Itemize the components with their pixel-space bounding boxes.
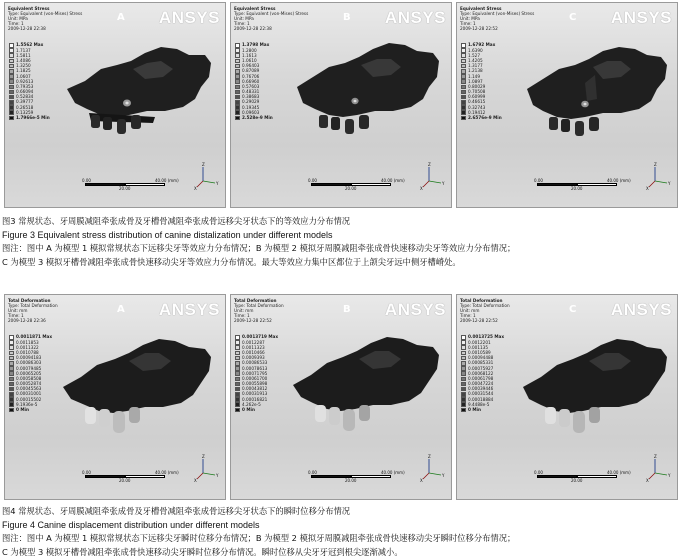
result-unit: Unit: MPa xyxy=(234,16,254,22)
legend-value: 0.70508 xyxy=(468,89,486,95)
legend-value: 0.00055898 xyxy=(242,381,268,387)
result-title: Total Deformation xyxy=(460,298,503,303)
legend-value: 1.4205 xyxy=(468,57,483,63)
legend-value: 0.00039446 xyxy=(468,386,494,392)
legend-value: 1.1825 xyxy=(16,68,31,74)
legend-value: 0 Min xyxy=(16,407,29,413)
legend-value: 0.09603 xyxy=(242,109,260,115)
legend-value: 0.00052874 xyxy=(16,381,42,387)
legend-value: 0.00061798 xyxy=(468,375,494,381)
legend-value: 0.00094183 xyxy=(16,355,42,361)
result-time: Time: 1 xyxy=(8,21,24,27)
caption-note-line-2: C 为模型 3 模拟牙槽骨减阻牵张成骨快速移动尖牙等效应力分布情况。最大等效应力集中区都位于上颌尖牙远中侧牙槽嵴处。 xyxy=(2,256,461,267)
ansys-logo: ANSYS xyxy=(384,300,446,319)
legend-value: 1.5562 Max xyxy=(16,42,44,48)
legend-value: 1.7137 xyxy=(16,47,31,53)
scale-bar-white xyxy=(577,183,617,186)
legend-value: 1.4086 xyxy=(16,57,31,63)
legend-value: 0.0011322 xyxy=(16,344,39,350)
result-date: 2009-12-28 22:52 xyxy=(234,318,272,324)
caption-title-en: Figure 3 Equivalent stress distribution of canine distalization under different models xyxy=(2,229,333,240)
legend-value: 0.60999 xyxy=(468,94,486,100)
axis-label-y: Y xyxy=(442,473,445,478)
legend-value: 0.66960 xyxy=(242,78,260,84)
legend-value: 9.4488e-5 xyxy=(468,401,490,407)
result-date: 2009-12-28 22:38 xyxy=(8,26,46,32)
figure-3-caption xyxy=(2,215,678,269)
legend-value: 1.6390 xyxy=(468,47,483,53)
axis-label-z: Z xyxy=(654,454,657,459)
legend-value: 0.79353 xyxy=(16,83,34,89)
legend-value: 0.0012287 xyxy=(242,339,265,345)
scale-left-label: 0.00 xyxy=(308,178,317,183)
legend-value: 0.80029 xyxy=(468,83,486,89)
legend-value: 0.19412 xyxy=(468,109,486,115)
figure-3-images xyxy=(4,2,678,210)
result-title: Equivalent Stress xyxy=(234,6,276,11)
scale-bar-white xyxy=(125,183,165,186)
result-type: Type: Total Deformation xyxy=(460,303,510,309)
caption-title-en: Figure 4 Canine displacement distribution under different models xyxy=(2,519,260,530)
scale-right-label: 40.00 (mm) xyxy=(155,470,179,475)
result-date: 2009-12-28 22:36 xyxy=(8,318,46,324)
scale-right-label: 40.00 (mm) xyxy=(155,178,179,183)
result-title: Equivalent Stress xyxy=(460,6,502,11)
scale-mid-label: 20.00 xyxy=(345,186,357,191)
legend-value: 1.0610 xyxy=(242,57,257,63)
legend-value: 0.001135 xyxy=(468,344,488,350)
coordinate-triad-icon xyxy=(419,161,449,191)
result-unit: Unit: mm xyxy=(460,308,480,314)
legend-value: 0.00086533 xyxy=(242,360,268,366)
scale-mid-label: 20.00 xyxy=(119,186,131,191)
legend-value: 0.13259 xyxy=(16,109,34,115)
result-date: 2009-12-28 22:52 xyxy=(460,26,498,32)
result-unit: Unit: mm xyxy=(8,308,28,314)
scale-left-label: 0.00 xyxy=(534,178,543,183)
result-time: Time: 1 xyxy=(8,313,24,319)
legend-value: 2.528e-9 Min xyxy=(242,115,273,121)
figure-4-panel-c xyxy=(456,294,678,500)
legend-value: 0.92613 xyxy=(16,78,34,84)
result-type: Type: Equivalent (von-Mises) Stress xyxy=(8,11,83,17)
legend-value: 1.527 xyxy=(468,52,480,58)
axis-label-x: X xyxy=(646,478,649,483)
legend-value: 0.52834 xyxy=(16,94,34,100)
legend-value: 0.48331 xyxy=(242,89,260,95)
caption-title-zh: 图4 常规状态、牙周膜减阻牵张成骨及牙槽骨减阻牵张成骨远移尖牙状态下的瞬时位移分布情况 xyxy=(2,506,351,516)
legend-value: 0.39777 xyxy=(16,99,34,105)
legend-value: 0.00031913 xyxy=(242,391,268,397)
caption-title-zh: 图3 常规状态、牙周膜减阻牵张成骨及牙槽骨减阻牵张成骨远移尖牙状态下的等效应力分布情况 xyxy=(2,216,351,226)
legend-value: 0.00094488 xyxy=(468,355,494,361)
result-date: 2009-12-28 22:38 xyxy=(234,26,272,32)
legend-value: 0.00086303 xyxy=(16,360,42,366)
figure-3-panel-b xyxy=(230,2,452,208)
legend-value: 1.5811 xyxy=(16,52,31,58)
legend-value: 0.66094 xyxy=(16,89,34,95)
panel-letter: A xyxy=(117,304,125,315)
axis-label-z: Z xyxy=(428,454,431,459)
caption-note-line-1: 图注：图中 A 为模型 1 模拟常规状态下远移尖牙等效应力分布情况；B 为模型 2 模拟牙周膜减阻牵张成骨快速移动尖牙等效应力分布情况； xyxy=(2,243,516,254)
legend-value: 9.1936e-5 xyxy=(16,401,38,407)
legend-value: 0.0010589 xyxy=(468,349,491,355)
legend-value: 0.76706 xyxy=(242,73,260,79)
scale-mid-label: 20.00 xyxy=(345,478,357,483)
legend-value: 0.00079485 xyxy=(16,365,42,371)
result-type: Type: Total Deformation xyxy=(234,303,284,309)
result-title: Equivalent Stress xyxy=(8,6,50,11)
legend-value: 0.0010788 xyxy=(16,349,39,355)
legend-value: 0.00015502 xyxy=(16,396,42,402)
ansys-logo: ANSYS xyxy=(384,8,446,27)
legend-value: 1.7966e-5 Min xyxy=(16,115,50,121)
axis-label-y: Y xyxy=(442,181,445,186)
ansys-logo: ANSYS xyxy=(610,8,672,27)
legend-value: 0.0010466 xyxy=(242,349,265,355)
panel-letter: B xyxy=(343,12,351,23)
legend-value: 0.0013725 Max xyxy=(468,334,505,340)
legend-value: 0 Min xyxy=(242,407,255,413)
scale-right-label: 40.00 (mm) xyxy=(381,470,405,475)
axis-label-x: X xyxy=(420,478,423,483)
legend-value: 0 Min xyxy=(468,407,481,413)
scale-mid-label: 20.00 xyxy=(119,478,131,483)
axis-label-z: Z xyxy=(202,454,205,459)
legend-value: 0.0012201 xyxy=(468,339,491,345)
legend-value: 0.0011853 xyxy=(16,339,39,345)
panel-letter: A xyxy=(117,12,125,23)
axis-label-z: Z xyxy=(654,162,657,167)
coordinate-triad-icon xyxy=(193,453,223,483)
result-date: 2009-12-28 22:52 xyxy=(460,318,498,324)
result-time: Time: 1 xyxy=(234,313,250,319)
legend-value: 0.00058508 xyxy=(16,375,42,381)
legend-value: 1.0607 xyxy=(16,73,31,79)
legend-value: 2.6576e-9 Min xyxy=(468,115,502,121)
axis-label-x: X xyxy=(194,186,197,191)
legend-value: 0.00085331 xyxy=(468,360,494,366)
legend-value: 0.0011323 xyxy=(242,344,265,350)
panel-letter: C xyxy=(569,304,577,315)
legend-value: 0.26518 xyxy=(16,104,34,110)
coordinate-triad-icon xyxy=(645,453,675,483)
legend-value: 0.0013719 Max xyxy=(242,334,279,340)
axis-label-x: X xyxy=(646,186,649,191)
scale-bar-white xyxy=(577,475,617,478)
legend-value: 0.19345 xyxy=(242,104,260,110)
legend-value: 1.0897 xyxy=(468,78,483,84)
figure-3-panel-a xyxy=(4,2,226,208)
scale-right-label: 40.00 (mm) xyxy=(607,178,631,183)
scale-left-label: 0.00 xyxy=(82,470,91,475)
ansys-logo: ANSYS xyxy=(158,300,220,319)
legend-value: 0.00075927 xyxy=(468,365,494,371)
legend-value: 0.00065205 xyxy=(16,370,42,376)
legend-value: 1.3250 xyxy=(16,63,31,69)
scale-bar-white xyxy=(125,475,165,478)
legend-value: 0.00043812 xyxy=(242,386,268,392)
result-type: Type: Equivalent (von-Mises) Stress xyxy=(460,11,535,17)
legend-value: 0.87089 xyxy=(242,68,260,74)
scale-left-label: 0.00 xyxy=(82,178,91,183)
result-type: Type: Total Deformation xyxy=(8,303,58,309)
axis-label-x: X xyxy=(194,478,197,483)
caption-note-line-2: C 为模型 3 模拟牙槽骨减阻牵张成骨快速移动尖牙瞬时位移分布情况。瞬时位移从尖牙牙冠到根尖逐渐减小。 xyxy=(2,546,403,557)
axis-label-y: Y xyxy=(216,181,219,186)
axis-label-z: Z xyxy=(428,162,431,167)
legend-value: 0.00031001 xyxy=(16,391,42,397)
legend-value: 1.1613 xyxy=(242,52,257,58)
result-unit: Unit: MPa xyxy=(460,16,480,22)
scale-left-label: 0.00 xyxy=(534,470,543,475)
axis-label-y: Y xyxy=(668,181,671,186)
result-type: Type: Equivalent (von-Mises) Stress xyxy=(234,11,309,17)
legend-value: 0.00078613 xyxy=(242,365,268,371)
legend-value: 0.32743 xyxy=(468,104,486,110)
axis-label-x: X xyxy=(420,186,423,191)
legend-value: 0.00047224 xyxy=(468,381,494,387)
legend-value: 0.46615 xyxy=(468,99,486,105)
scale-left-label: 0.00 xyxy=(308,470,317,475)
scale-mid-label: 20.00 xyxy=(571,478,583,483)
legend-value: 0.00061700 xyxy=(242,375,268,381)
legend-value: 1.3798 Max xyxy=(242,42,270,48)
result-title: Total Deformation xyxy=(234,298,277,303)
legend-value: 1.3177 xyxy=(468,63,483,69)
result-unit: Unit: MPa xyxy=(8,16,28,22)
caption-note-line-1: 图注：图中 A 为模型 1 模拟常规状态下远移尖牙瞬时位移分布情况；B 为模型 2 模拟牙周膜减阻牵张成骨快速移动尖牙瞬时位移分布情况； xyxy=(2,533,516,544)
legend-value: 1.6792 Max xyxy=(468,42,496,48)
result-time: Time: 1 xyxy=(234,21,250,27)
legend-value: 0.57603 xyxy=(242,83,260,89)
legend-value: 0.29029 xyxy=(242,99,260,105)
ansys-logo: ANSYS xyxy=(158,8,220,27)
legend-value: 0.00071795 xyxy=(242,370,268,376)
axis-label-z: Z xyxy=(202,162,205,167)
figure-4-images xyxy=(4,294,678,502)
result-unit: Unit: mm xyxy=(234,308,254,314)
legend-value: 4.262e-5 xyxy=(242,401,261,407)
figure-3-panel-c xyxy=(456,2,678,208)
result-time: Time: 1 xyxy=(460,313,476,319)
legend-value: 1.2138 xyxy=(468,68,483,74)
legend-value: 0.96403 xyxy=(242,63,260,69)
legend-value: 1.2800 xyxy=(242,47,257,53)
legend-value: 0.00068122 xyxy=(468,370,494,376)
scale-bar-white xyxy=(351,475,391,478)
scale-right-label: 40.00 (mm) xyxy=(607,470,631,475)
scale-mid-label: 20.00 xyxy=(571,186,583,191)
coordinate-triad-icon xyxy=(419,453,449,483)
coordinate-triad-icon xyxy=(645,161,675,191)
result-title: Total Deformation xyxy=(8,298,51,303)
figure-4-panel-b xyxy=(230,294,452,500)
legend-value: 0.00018884 xyxy=(468,396,494,402)
legend-value: 0.38683 xyxy=(242,94,260,100)
axis-label-y: Y xyxy=(216,473,219,478)
result-time: Time: 1 xyxy=(460,21,476,27)
figure-4-caption xyxy=(2,505,678,559)
figure-4-panel-a xyxy=(4,294,226,500)
panel-letter: B xyxy=(343,304,351,315)
coordinate-triad-icon xyxy=(193,161,223,191)
legend-value: 0.0009393 xyxy=(242,355,265,361)
legend-value: 1.149 xyxy=(468,73,480,79)
legend-value: 0.0011871 Max xyxy=(16,334,53,340)
scale-bar-white xyxy=(351,183,391,186)
legend-value: 0.00031544 xyxy=(468,391,494,397)
axis-label-y: Y xyxy=(668,473,671,478)
scale-right-label: 40.00 (mm) xyxy=(381,178,405,183)
ansys-logo: ANSYS xyxy=(610,300,672,319)
legend-value: 0.00045563 xyxy=(16,386,42,392)
legend-value: 0.00016821 xyxy=(242,396,268,402)
panel-letter: C xyxy=(569,12,577,23)
